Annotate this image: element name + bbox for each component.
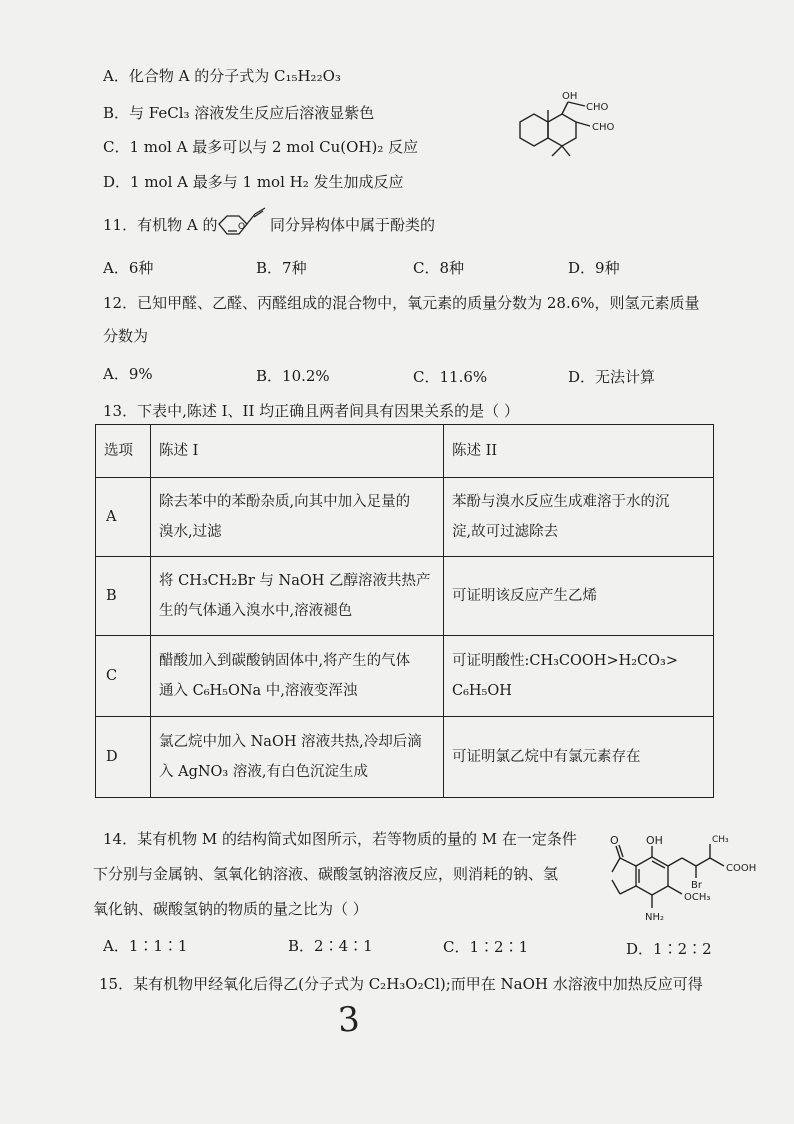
q12-stem-line2: 分数为 [103, 327, 149, 345]
row-statement-1: 氯乙烷中加入 NaOH 溶液共热,冷却后滴 入 AgNO₃ 溶液,有白色沉淀生成 [151, 717, 444, 798]
compound-m-structure [596, 828, 776, 938]
q10-option-b: B．与 FeCl₃ 溶液发生反应后溶液显紫色 [103, 104, 375, 122]
row-statement-1: 将 CH₃CH₂Br 与 NaOH 乙醇溶液共热产 生的气体通入溴水中,溶液褪色 [151, 557, 444, 636]
cho-label-1: CHO [586, 102, 609, 113]
table-row [96, 557, 714, 636]
q14-stem-line1: 14．某有机物 M 的结构简式如图所示，若等物质的量的 M 在一定条件 [103, 830, 577, 848]
row-statement-1: 除去苯中的苯酚杂质,向其中加入足量的 溴水,过滤 [151, 478, 444, 557]
row-statement-2: 可证明氯乙烷中有氯元素存在 [444, 717, 714, 798]
row-option: C [96, 636, 151, 717]
header-option: 选项 [96, 425, 151, 478]
q14-option-b: B．2∶4∶1 [288, 937, 373, 955]
cho-label-2: CHO [592, 122, 615, 133]
page-number: 3 [336, 999, 362, 1041]
och3-label: OCH₃ [684, 892, 711, 903]
oh-label: OH [646, 834, 663, 847]
q11-option-d: D．9种 [568, 259, 620, 277]
table-header-row [96, 425, 714, 478]
compound-a-structure [500, 86, 650, 166]
nh2-label: NH₂ [645, 912, 665, 923]
table-row [96, 636, 714, 717]
ch3-label: CH₃ [712, 835, 729, 845]
row-statement-2: 苯酚与溴水反应生成难溶于水的沉 淀,故可过滤除去 [444, 478, 714, 557]
q15-stem: 15．某有机物甲经氧化后得乙(分子式为 C₂H₃O₂Cl);而甲在 NaOH 水溶液中加热反应可得 [99, 975, 703, 993]
cooh-label: COOH [726, 863, 757, 874]
row-statement-1: 醋酸加入到碳酸钠固体中,将产生的气体 通入 C₆H₅ONa 中,溶液变浑浊 [151, 636, 444, 717]
q11-stem-after: 同分异构体中属于酚类的 [270, 216, 436, 234]
oh-label: OH [562, 91, 578, 102]
header-statement-2: 陈述 II [444, 425, 714, 478]
row-option: B [96, 557, 151, 636]
q13-stem: 13．下表中,陈述 I、II 均正确且两者间具有因果关系的是（ ） [103, 402, 519, 420]
q14-stem-line3: 氧化钠、碳酸氢钠的物质的量之比为（ ） [93, 900, 368, 918]
q12-stem-line1: 12．已知甲醛、乙醛、丙醛组成的混合物中，氧元素的质量分数为 28.6%，则氢元素质量 [103, 294, 700, 312]
q10-option-d: D．1 mol A 最多与 1 mol H₂ 发生加成反应 [103, 173, 404, 191]
q14-stem-line2: 下分别与金属钠、氢氧化钠溶液、碳酸氢钠溶液反应，则消耗的钠、氢 [93, 865, 559, 883]
q14-option-d: D．1∶2∶2 [626, 940, 712, 958]
q11-option-c: C．8种 [413, 259, 465, 277]
table-row [96, 478, 714, 557]
row-statement-2: 可证明酸性:CH₃COOH>H₂CO₃> C₆H₅OH [444, 636, 714, 717]
header-statement-1: 陈述 I [151, 425, 444, 478]
svg-text:O: O [238, 222, 246, 232]
row-statement-2: 可证明该反应产生乙烯 [444, 557, 714, 636]
q11-option-a: A．6种 [103, 259, 154, 277]
q12-option-c: C．11.6% [413, 368, 488, 386]
q11-structure [213, 202, 269, 242]
q11-stem-before: 11．有机物 A 的 [103, 216, 218, 234]
q12-option-a: A．9% [103, 365, 153, 383]
row-option: D [96, 717, 151, 798]
q14-option-a: A．1∶1∶1 [103, 937, 188, 955]
br-label: Br [691, 880, 702, 891]
row-option: A [96, 478, 151, 557]
table-row [96, 717, 714, 798]
q10-option-c: C．1 mol A 最多可以与 2 mol Cu(OH)₂ 反应 [103, 138, 419, 156]
q13-table [95, 424, 714, 798]
o-label: O [610, 834, 619, 847]
q14-option-c: C．1∶2∶1 [443, 938, 529, 956]
q12-option-d: D．无法计算 [568, 368, 656, 386]
q12-option-b: B．10.2% [256, 367, 330, 385]
q11-option-b: B．7种 [256, 259, 307, 277]
q10-option-a: A．化合物 A 的分子式为 C₁₅H₂₂O₃ [103, 67, 341, 85]
